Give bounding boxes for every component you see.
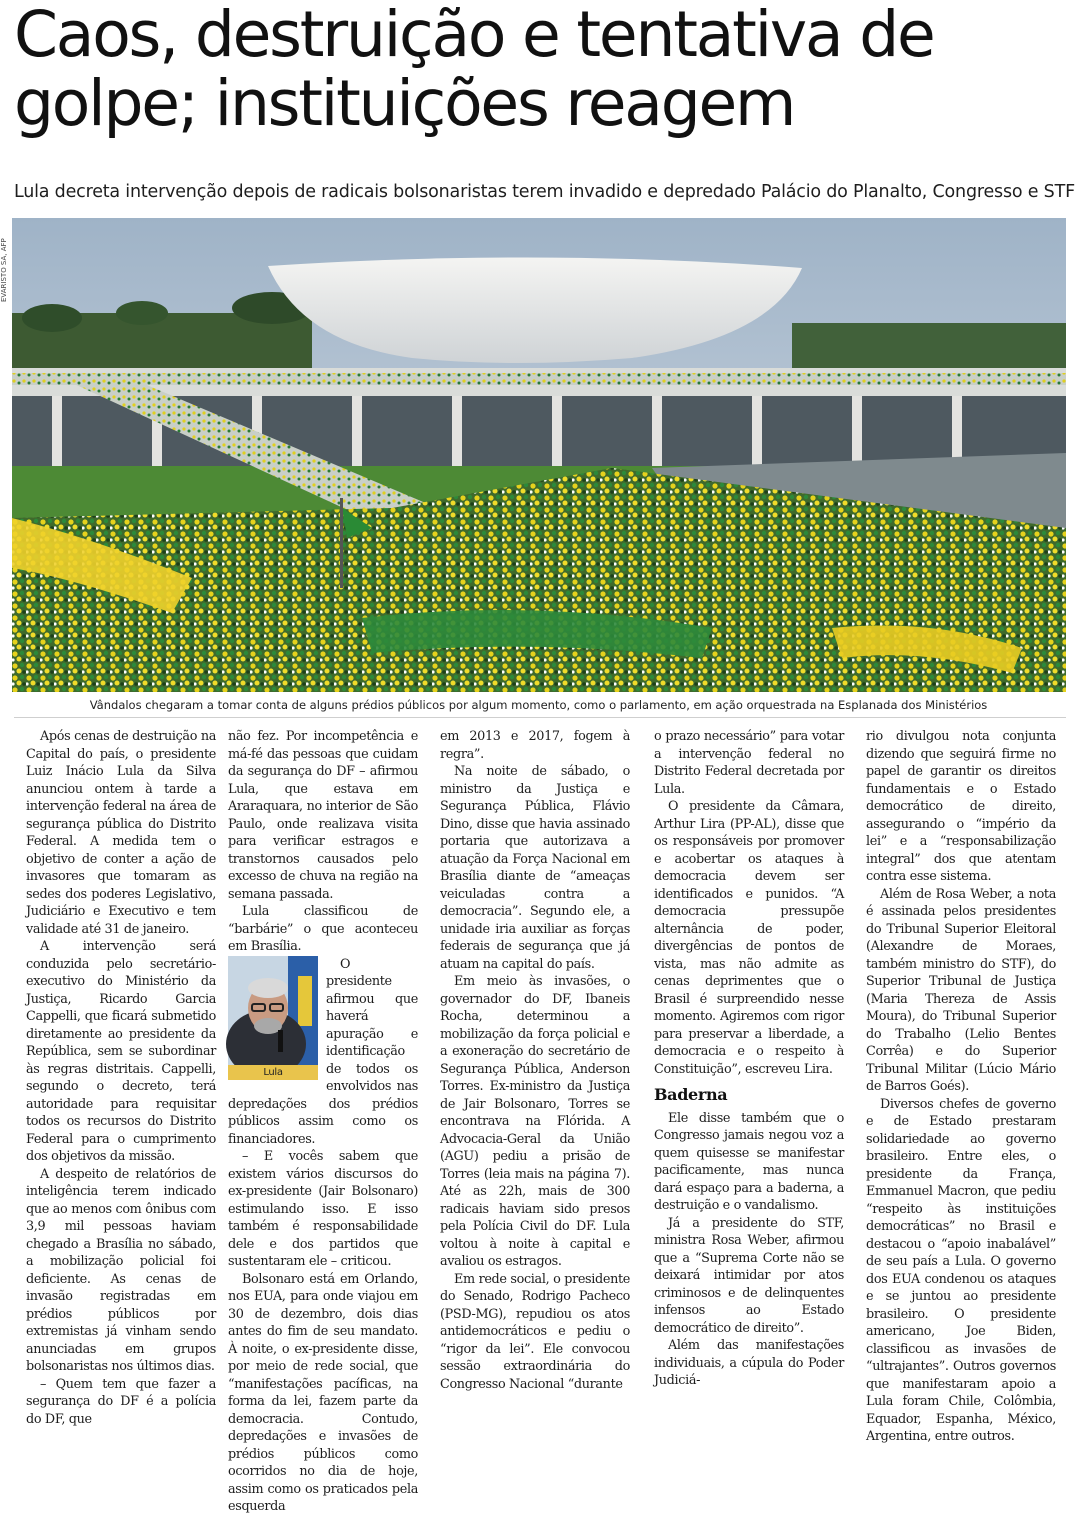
paragraph: Além de Rosa Weber, a nota é assinada pelos presidentes do Tribunal Superior Eleitoral (Alexandre de Moraes, também ministro do STF), do Superior Tribunal de Justiça (Maria Thereza de Assis Moura), do Tribunal Superior do Trabalho (Lelio Bentes Corrêa) e do Superior Tribunal Militar (Lúcio Mário de Barros Goés). bbox=[866, 886, 1056, 1094]
article-column-5 bbox=[866, 728, 1056, 1444]
section-heading: Baderna bbox=[654, 1085, 728, 1104]
paragraph: Após cenas de destruição na Capital do país, o presidente Luiz Inácio Lula da Silva anunciou ontem à tarde a intervenção federal na área de segurança pública do Distrito Federal. A medida tem o objetivo de conter a ação de invasores que tomaram as sedes dos poderes Legislativo, Judiciário e Executivo e tem validade até 31 de janeiro. bbox=[26, 729, 216, 937]
article-column-2 bbox=[228, 728, 418, 1514]
photo-credit: EVARISTO SA, AFP bbox=[0, 238, 8, 302]
article-column-4 bbox=[654, 728, 844, 1388]
article-column-3 bbox=[440, 728, 630, 1392]
paragraph: A despeito de relatórios de inteligência terem indicado que ao menos com ônibus com 3,9 mil pessoas haviam chegado a Brasília no sábado, a mobilização policial foi deficiente. As cenas de invasão registradas em prédios públicos por extremistas já vinham sendo anunciadas em grupos bolsonaristas nos últimos dias. bbox=[26, 1166, 216, 1374]
paragraph: Na noite de sábado, o ministro da Justiça e Segurança Pública, Flávio Dino, disse que havia assinado portaria que autorizava a atuação da Força Nacional em Brasília diante de “ameaças veiculadas contra a democracia”. Segundo ele, a unidade iria auxiliar as forças federais de segurança que já atuam na capital do país. bbox=[440, 764, 630, 972]
paragraph: – E vocês sabem que existem vários discursos do ex-presidente (Jair Bolsonaro) estimulando isso. E isso também é responsabilidade dele e dos partidos que sustentaram ele – criticou. bbox=[228, 1149, 418, 1269]
congress-crowd-illustration bbox=[12, 218, 1066, 692]
headline: Caos, destruição e tentativa de golpe; instituições reagem bbox=[14, 0, 934, 140]
paragraph: Bolsonaro está em Orlando, nos EUA, para onde viajou em 30 de dezembro, dois dias antes do fim de seu mandato. À noite, o ex-presidente disse, por meio de rede social, que “manifestações pacíficas, na forma da lei, fazem parte da democracia. Contudo, depredações e invasões de prédios públicos como ocorridos no dia de hoje, assim como os praticados pela esquerda bbox=[228, 1271, 418, 1514]
paragraph: Diversos chefes de governo e de Estado prestaram solidariedade ao governo brasileiro. Entre eles, o presidente da França, Emmanuel Macron, que pediu “respeito às instituições democráticas” no Brasil e destacou o “apoio inabalável” de seu país a Lula. O governo dos EUA condenou os ataques e se juntou ao presidente brasileiro. O presidente americano, Joe Biden, classificou as invasões de “ultrajantes”. Outros governos que manifestaram apoio a Lula foram Chile, Colômbia, Equador, Espanha, México, Argentina, entre outros. bbox=[866, 1096, 1056, 1444]
paragraph: Ele disse também que o Congresso jamais negou voz a quem quisesse se manifestar pacificamente, mas nunca dará espaço para a baderna, a destruição e o vandalismo. bbox=[654, 1110, 844, 1213]
paragraph: O presidente afirmou que haverá apuração e identificação de todos os envolvidos nas depredações dos prédios públicos assim como os financiadores. bbox=[228, 956, 418, 1147]
paragraph: Lula classificou de “barbárie” o que aconteceu em Brasília. bbox=[228, 904, 418, 954]
paragraph: Em rede social, o presidente do Senado, Rodrigo Pacheco (PSD-MG), repudiou os atos antidemocráticos e pediu o “rigor da lei”. Ele convocou sessão extraordinária do Congresso Nacional “durante bbox=[440, 1271, 630, 1392]
subheadline: Lula decreta intervenção depois de radicais bolsonaristas terem invadido e depredado Palácio do Planalto, Congresso e STF bbox=[14, 182, 1075, 202]
paragraph: não fez. Por incompetência e má-fé das pessoas que cuidam da segurança do DF – afirmou Lula, que estava em Araraquara, no interior de São Paulo, onde realizava visita para verificar estragos e transtornos causados pelo excesso de chuva na região na semana passada. bbox=[228, 729, 418, 902]
paragraph: o prazo necessário” para votar a intervenção federal no Distrito Federal decretada por Lula. bbox=[654, 729, 844, 797]
paragraph: – Quem tem que fazer a segurança do DF é a polícia do DF, que bbox=[26, 1376, 216, 1427]
article-column-1 bbox=[26, 728, 216, 1427]
paragraph: Em meio às invasões, o governador do DF, Ibaneis Rocha, determinou a mobilização da força policial e a exoneração do secretário de Segurança Pública, Anderson Torres. Ex-ministro da Justiça de Jair Bolsonaro, Torres se encontrava na Flórida. A Advocacia-Geral da União (AGU) pediu a prisão de Torres (leia mais na página 7). Até as 22h, mais de 300 radicais haviam sido presos pela Polícia Civil do DF. Lula voltou à noite à capital e avaliou os estragos. bbox=[440, 974, 630, 1269]
paragraph: O presidente da Câmara, Arthur Lira (PP-AL), disse que os responsáveis por promover e acobertar os ataques à democracia devem ser identificados e punidos. “A democracia pressupõe alternância de poder, divergências de pontos de vista, mas não admite as cenas deprimentes que o Brasil é surpreendido nesse momento. Agiremos com rigor para preservar a liberdade, a democracia e o respeito à Constituição”, escreveu Lira. bbox=[654, 799, 844, 1077]
lula-photo bbox=[228, 956, 318, 1080]
photo-caption: Vândalos chegaram a tomar conta de alguns prédios públicos por algum momento, como o parlamento, em ação orquestrada na Esplanada dos Ministérios bbox=[89, 698, 988, 712]
paragraph: em 2013 e 2017, fogem à regra”. bbox=[440, 729, 630, 762]
main-photo bbox=[12, 218, 1066, 692]
photo-label: Lula bbox=[228, 1065, 318, 1080]
portrait-illustration bbox=[228, 956, 318, 1080]
divider bbox=[14, 717, 1066, 718]
paragraph: A intervenção será conduzida pelo secretário-executivo do Ministério da Justiça, Ricardo Garcia Cappelli, que ficará submetido diretamente ao presidente da República, sem se subordinar às regras distritais. Cappelli, segundo o decreto, terá autoridade para requisitar todos os recursos do Distrito Federal para o cumprimento dos objetivos da missão. bbox=[26, 939, 216, 1164]
paragraph: rio divulgou nota conjunta dizendo que seguirá firme no papel de garantir os direitos fundamentais e o Estado democrático de direito, assegurando o “império da lei” e a “responsabilização integral” dos que atentam contra esse sistema. bbox=[866, 729, 1056, 884]
paragraph: Além das manifestações individuais, a cúpula do Poder Judiciá- bbox=[654, 1338, 844, 1388]
paragraph: Já a presidente do STF, ministra Rosa Weber, afirmou que a “Suprema Corte não se deixará intimidar por atos criminosos e de delinquentes infensos ao Estado democrático de direito”. bbox=[654, 1215, 844, 1336]
